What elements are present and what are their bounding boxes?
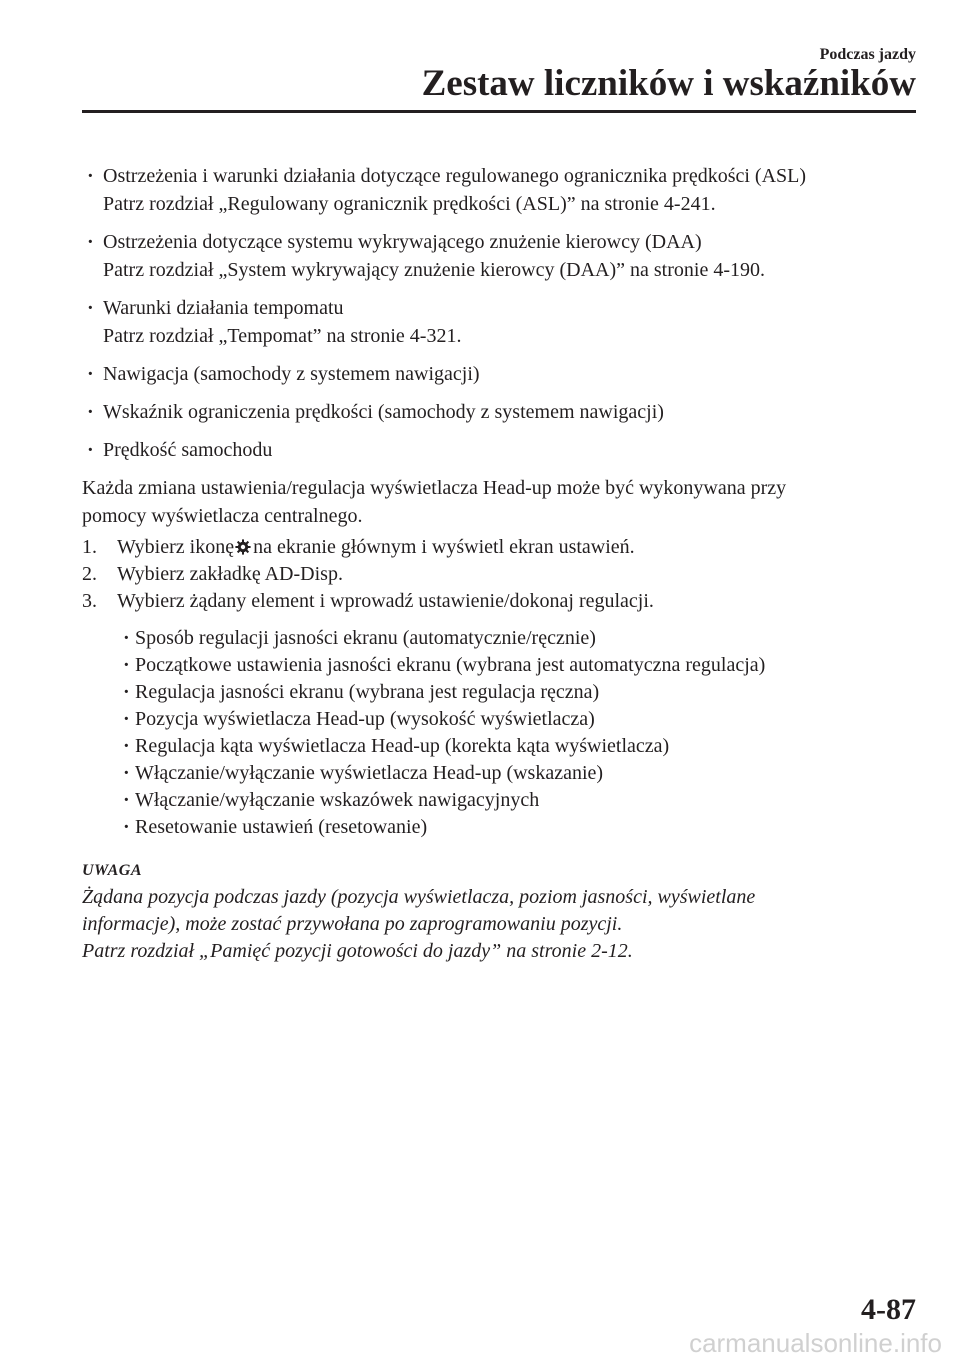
- settings-list-item: · Resetowanie ustawień (resetowanie): [121, 814, 918, 841]
- paragraph-line: Każda zmiana ustawienia/regulacja wyświetlacza Head-up może być wykonywana przy: [82, 477, 787, 499]
- step-item: [82, 588, 918, 615]
- settings-list-item: · Regulacja kąta wyświetlacza Head-up (korekta kąta wyświetlacza): [121, 733, 918, 760]
- settings-list-item: · Pozycja wyświetlacza Head-up (wysokość wyświetlacza): [121, 706, 918, 733]
- settings-list-item: · Początkowe ustawienia jasności ekranu (wybrana jest automatyczna regulacja): [121, 652, 918, 679]
- step-text: Wybierz żądany element i wprowadź ustawienie/dokonaj regulacji.: [117, 590, 654, 612]
- list-item-text: · Nawigacja (samochody z systemem nawigacji): [103, 363, 480, 385]
- section-label: Podczas jazdy: [819, 46, 916, 63]
- step-text: [117, 534, 635, 561]
- steps-list: [82, 534, 918, 615]
- step-item: [82, 534, 918, 561]
- gear-icon: [235, 536, 251, 552]
- note-heading: UWAGA: [82, 862, 142, 879]
- note-cross-reference: Patrz rozdział „Pamięć pozycji gotowości do jazdy” na stronie 2-12.: [82, 940, 633, 962]
- cross-reference: Patrz rozdział „System wykrywający znużenie kierowcy (DAA)” na stronie 4-190.: [103, 259, 765, 281]
- note-line: Żądana pozycja podczas jazdy (pozycja wyświetlacza, poziom jasności, wyświetlane: [82, 886, 756, 908]
- watermark: carmanualsonline.info: [689, 1328, 942, 1358]
- step-text: Wybierz zakładkę AD-Disp.: [117, 563, 343, 585]
- page-content: [82, 162, 918, 965]
- settings-list-item: · Regulacja jasności ekranu (wybrana jest regulacja ręczna): [121, 679, 918, 706]
- list-item: [82, 228, 918, 284]
- step-number: 2.: [82, 563, 97, 585]
- settings-list-item: · Włączanie/wyłączanie wskazówek nawigacyjnych: [121, 787, 918, 814]
- settings-list-item: · Włączanie/wyłączanie wyświetlacza Head-up (wskazanie): [121, 760, 918, 787]
- step-text-before: Wybierz ikonę: [117, 536, 235, 558]
- page-title: Zestaw liczników i wskaźników: [421, 63, 916, 104]
- intro-paragraph: [82, 474, 918, 530]
- list-item: [82, 162, 918, 218]
- note-block: [82, 857, 918, 965]
- list-item: [82, 436, 918, 464]
- step-number: 3.: [82, 590, 97, 612]
- list-item-text: · Ostrzeżenia dotyczące systemu wykrywającego znużenie kierowcy (DAA): [103, 231, 702, 253]
- page-number: 4-87: [861, 1293, 916, 1326]
- step-item: [82, 561, 918, 588]
- list-item: [82, 294, 918, 350]
- list-item-text: · Warunki działania tempomatu: [103, 297, 344, 319]
- header-rule: [82, 110, 916, 113]
- cross-reference: Patrz rozdział „Regulowany ogranicznik prędkości (ASL)” na stronie 4-241.: [103, 193, 716, 215]
- settings-list: [82, 625, 918, 841]
- list-item: [82, 398, 918, 426]
- list-item-text: · Prędkość samochodu: [103, 439, 273, 461]
- settings-list-item: · Sposób regulacji jasności ekranu (automatycznie/ręcznie): [121, 625, 918, 652]
- step-text-after: na ekranie głównym i wyświetl ekran ustawień.: [253, 536, 635, 558]
- cross-reference: Patrz rozdział „Tempomat” na stronie 4-321.: [103, 325, 462, 347]
- paragraph-line: pomocy wyświetlacza centralnego.: [82, 505, 363, 527]
- note-line: informacje), może zostać przywołana po zaprogramowaniu pozycji.: [82, 913, 623, 935]
- list-item-text: · Ostrzeżenia i warunki działania dotyczące regulowanego ogranicznika prędkości (ASL): [103, 165, 807, 187]
- list-item: [82, 360, 918, 388]
- list-item-text: · Wskaźnik ograniczenia prędkości (samochody z systemem nawigacji): [103, 401, 664, 423]
- step-number: 1.: [82, 536, 97, 558]
